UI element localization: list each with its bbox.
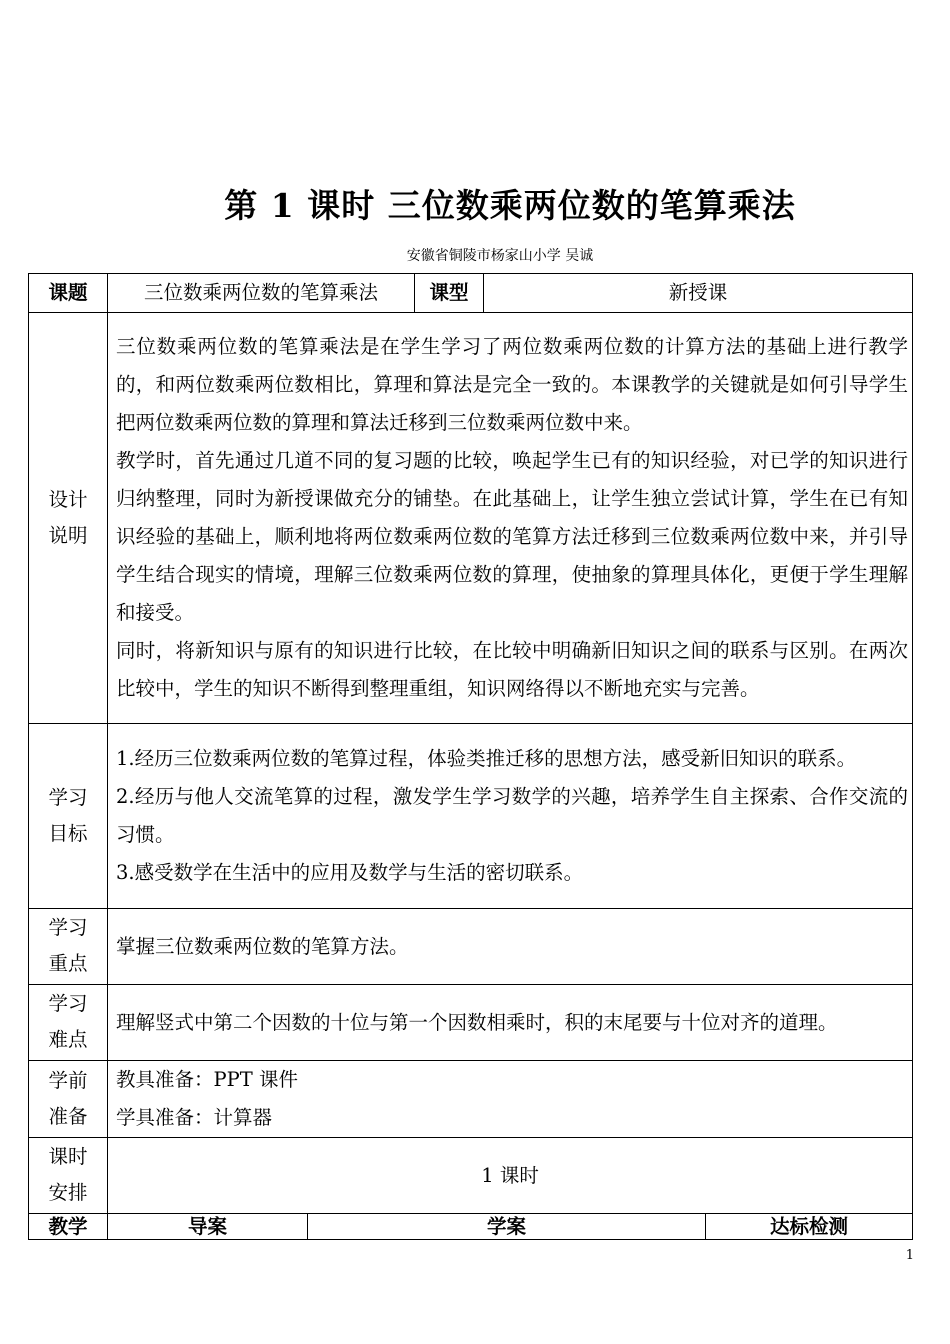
goals-row [29, 724, 913, 909]
header-row [29, 274, 913, 313]
design-paragraph: 三位数乘两位数的笔算乘法是在学生学习了两位数乘两位数的计算方法的基础上进行教学的，和两位数乘两位数相比，算理和算法是完全一致的。本课教学的关键就是如何引导学生把两位数乘两位数的算理和算法迁移到三位数乘两位数中来。 [116, 335, 909, 434]
guide-plan-header: 导案 [108, 1214, 308, 1240]
goal-item: 1.经历三位数乘两位数的笔算过程，体验类推迁移的思想方法，感受新旧知识的联系。 [116, 747, 857, 770]
preparation-label: 学前准备 [29, 1061, 108, 1138]
key-point-row [29, 909, 913, 985]
type-label: 课型 [415, 274, 484, 313]
key-point-label: 学习重点 [29, 909, 108, 985]
teaching-label: 教学 [29, 1214, 108, 1240]
goal-item: 2.经历与他人交流笔算的过程，激发学生学习数学的兴趣，培养学生自主探索、合作交流的习惯。 [116, 785, 909, 846]
key-point-text: 掌握三位数乘两位数的笔算方法。 [108, 909, 913, 985]
goals-label: 学习目标 [29, 724, 108, 909]
preparation-line: 教具准备：PPT 课件 [116, 1068, 298, 1091]
preparation-text [108, 1061, 913, 1138]
type-value: 新授课 [484, 274, 913, 313]
design-label: 设计说明 [29, 313, 108, 724]
difficulty-text: 理解竖式中第二个因数的十位与第一个因数相乘时，积的末尾要与十位对齐的道理。 [108, 985, 913, 1061]
design-row [29, 313, 913, 724]
lesson-plan-table [28, 273, 913, 1240]
goals-text [108, 724, 913, 909]
design-text [108, 313, 913, 724]
study-plan-header: 学案 [308, 1214, 706, 1240]
topic-value: 三位数乘两位数的笔算乘法 [108, 274, 415, 313]
design-paragraph: 教学时，首先通过几道不同的复习题的比较，唤起学生已有的知识经验，对已学的知识进行归纳整理，同时为新授课做充分的铺垫。在此基础上，让学生独立尝试计算，学生在已有知识经验的基础上，顺利地将两位数乘两位数的笔算方法迁移到三位数乘两位数中来，并引导学生结合现实的情境，理解三位数乘两位数的算理，使抽象的算理具体化，更便于学生理解和接受。 [116, 449, 909, 624]
design-paragraph: 同时，将新知识与原有的知识进行比较，在比较中明确新旧知识之间的联系与区别。在两次比较中，学生的知识不断得到整理重组，知识网络得以不断地充实与完善。 [116, 639, 909, 700]
preparation-row [29, 1061, 913, 1138]
schedule-text: 1 课时 [108, 1138, 913, 1214]
schedule-label: 课时安排 [29, 1138, 108, 1214]
topic-label: 课题 [29, 274, 108, 313]
teaching-header-row [29, 1214, 913, 1240]
preparation-line: 学具准备：计算器 [116, 1106, 273, 1129]
page-number: 1 [905, 1248, 914, 1263]
difficulty-label: 学习难点 [29, 985, 108, 1061]
author-line: 安徽省铜陵市杨家山小学 吴诚 [406, 248, 594, 264]
difficulty-row [29, 985, 913, 1061]
page-title: 第 1 课时 三位数乘两位数的笔算乘法 [224, 186, 796, 225]
goal-item: 3.感受数学在生活中的应用及数学与生活的密切联系。 [116, 861, 584, 884]
assessment-header: 达标检测 [706, 1214, 913, 1240]
schedule-row [29, 1138, 913, 1214]
